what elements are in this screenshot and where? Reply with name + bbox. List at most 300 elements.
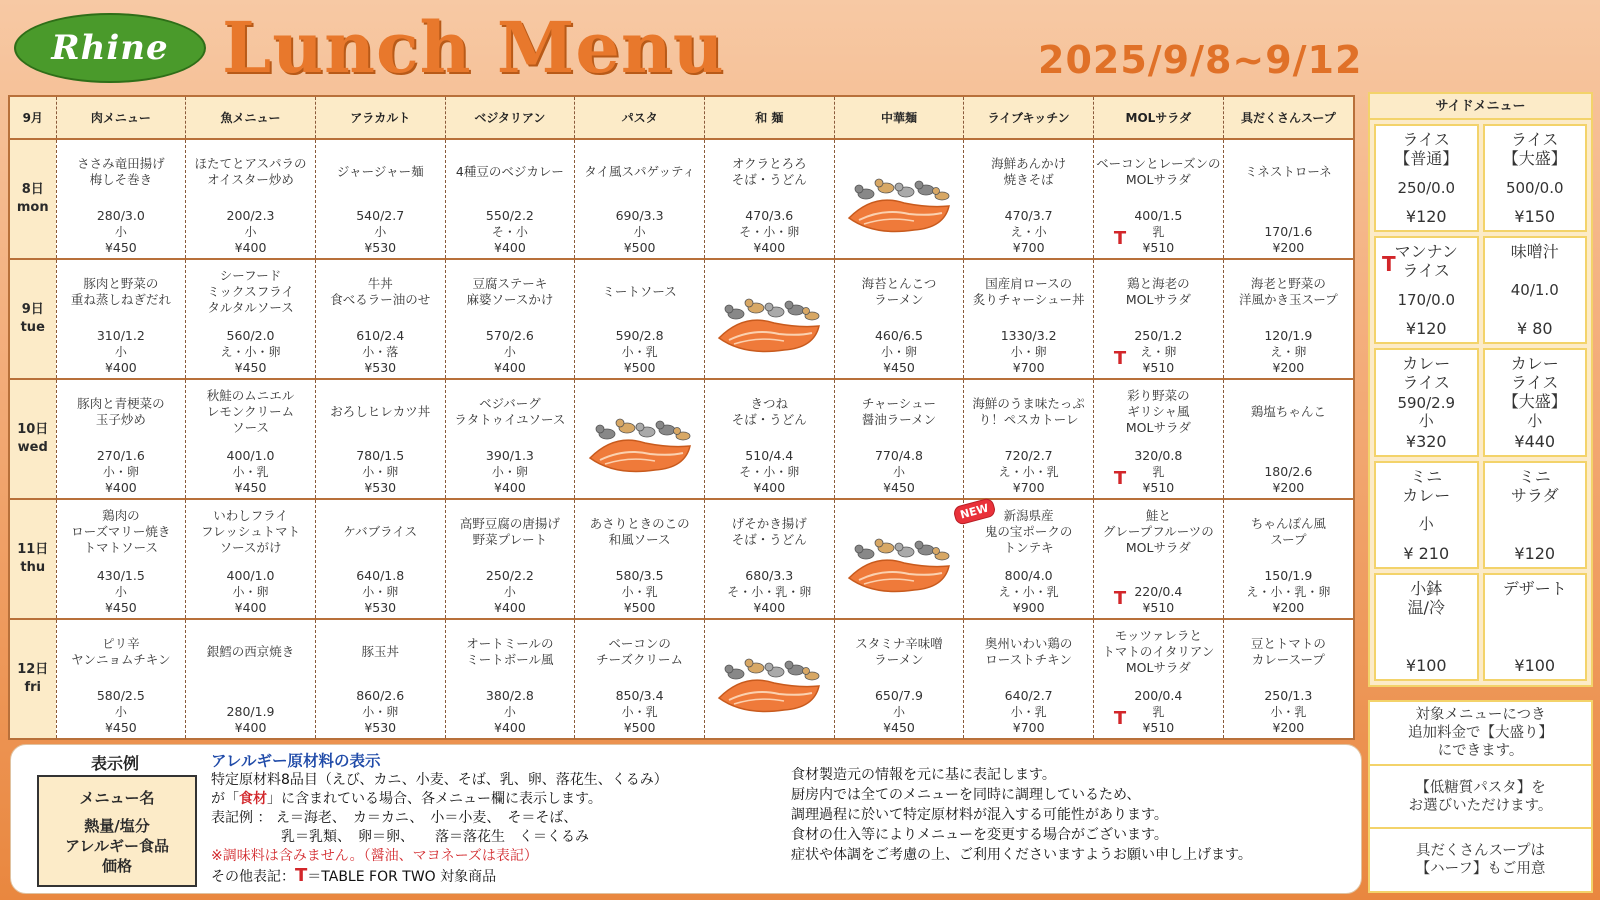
menu-cell <box>445 379 575 499</box>
dish-allergens: 乳 <box>1152 465 1165 480</box>
menu-item <box>705 500 834 618</box>
dish-nutrition: 280/3.0 <box>96 208 145 224</box>
menu-item <box>964 620 1093 738</box>
dish-price: ¥530 <box>364 600 397 616</box>
day-number: 8日 <box>21 182 44 197</box>
dish-allergens: 小・卵 <box>102 465 139 480</box>
menu-cell <box>186 139 316 259</box>
dish-nutrition: 120/1.9 <box>1264 328 1313 344</box>
side-item-name: カレー ライス 【大盛】 <box>1502 354 1567 412</box>
dish-allergens: 小・乳 <box>1010 705 1047 719</box>
dish-name: 彩り野菜の ギリシャ風 MOLサラダ <box>1125 388 1191 436</box>
day-number: 9日 <box>21 302 44 318</box>
day-row <box>10 619 1353 738</box>
dish-allergens: え・小・卵 <box>220 345 281 360</box>
menu-item <box>57 500 186 618</box>
side-item-nutrition: 40/1.0 <box>1510 281 1559 300</box>
dish-name: 牛丼 食べるラー油のせ <box>330 276 431 308</box>
side-item-name: ライス 【普通】 <box>1394 130 1459 168</box>
dish-name: モッツァレラと トマトのイタリアン MOLサラダ <box>1102 628 1215 676</box>
column-header: ベジタリアン <box>445 97 575 139</box>
dish-name: 鶏塩ちゃんこ <box>1250 404 1326 420</box>
dish-price: ¥530 <box>364 360 397 376</box>
side-menu-title: サイドメニュー <box>1370 94 1591 120</box>
dish-price: ¥700 <box>1012 240 1045 256</box>
menu-cell <box>186 619 316 738</box>
dish-name: 海鮮のうま味たっぷ り！ペスカトーレ <box>972 396 1085 428</box>
side-item-nutrition: 170/0.0 <box>1397 290 1456 309</box>
allergy-line-2 <box>211 790 668 809</box>
menu-cell <box>56 379 186 499</box>
dish-name: 銀鱈の西京焼き <box>206 644 295 660</box>
info-line: 調理過程に於いて特定原材料が混入する可能性があります。 <box>791 807 1168 823</box>
side-item-price: ¥120 <box>1405 207 1447 227</box>
side-item-name: デザート <box>1502 578 1567 598</box>
dish-nutrition: 470/3.6 <box>745 208 794 224</box>
dish-name: ケバブライス <box>343 524 418 540</box>
dish-nutrition: 580/2.5 <box>96 688 145 703</box>
dish-name: 海苔とんこつ ラーメン <box>861 276 937 308</box>
note-half-soup: 具だくさんスープは 【ハーフ】もご用意 <box>1370 827 1591 891</box>
menu-cell <box>834 619 964 738</box>
dish-name: 4種豆のベジカレー <box>455 164 564 179</box>
day-row <box>10 259 1353 379</box>
dish-name: げそかき揚げ そば・うどん <box>731 516 807 548</box>
dish-allergens: 小・卵 <box>880 345 917 360</box>
dish-name: シーフード ミックスフライ タルタルソース <box>207 268 294 316</box>
menu-cell <box>1223 259 1353 379</box>
dish-price: ¥400 <box>104 480 137 496</box>
dish-nutrition: 1330/3.2 <box>1000 328 1057 344</box>
dish-allergens: え・卵 <box>1270 345 1307 360</box>
dish-price: ¥450 <box>104 720 137 735</box>
dish-price: ¥700 <box>1012 480 1045 496</box>
menu-item <box>835 620 964 738</box>
menu-item <box>1224 140 1353 258</box>
menu-cell <box>964 619 1094 738</box>
dish-name: ささみ竜田揚げ 梅しそ巻き <box>77 156 165 187</box>
menu-item <box>186 140 315 258</box>
menu-cell <box>186 259 316 379</box>
menu-cell <box>964 379 1094 499</box>
side-item-price: ¥100 <box>1405 655 1447 675</box>
side-menu-item <box>1374 461 1479 569</box>
menu-cell <box>56 259 186 379</box>
table-for-two-icon: T <box>1113 588 1127 610</box>
dish-nutrition: 590/2.8 <box>615 328 664 344</box>
dish-allergens: 小・卵 <box>362 585 399 600</box>
day-label <box>10 619 56 738</box>
menu-item <box>835 380 964 498</box>
dish-price: ¥510 <box>1142 720 1175 735</box>
menu-table-container <box>8 95 1355 740</box>
dish-name: 豆腐ステーキ 麻婆ソースかけ <box>466 276 554 308</box>
side-item-nutrition: 小 <box>1418 515 1434 534</box>
closed-cell <box>705 260 834 378</box>
dish-allergens: 小 <box>374 225 387 240</box>
dish-allergens: え・小・乳・卵 <box>1246 585 1331 600</box>
note-low-carb-pasta: 【低糖質パスタ】を お選びいただけます。 <box>1370 764 1591 828</box>
dish-price: ¥200 <box>1272 600 1305 616</box>
dish-name: オートミールの ミートボール風 <box>466 636 554 668</box>
dish-price: ¥510 <box>1142 480 1175 496</box>
side-item-nutrition: 250/0.0 <box>1397 178 1456 197</box>
dish-price: ¥510 <box>1142 600 1175 616</box>
dish-nutrition: 250/1.3 <box>1264 688 1313 703</box>
other-notation-label: その他表記： <box>211 869 295 885</box>
menu-item <box>186 500 315 618</box>
dish-allergens: 小・乳 <box>621 705 658 719</box>
table-for-two-icon: T <box>1113 228 1127 250</box>
dish-name: おろしヒレカツ丼 <box>330 404 431 420</box>
dish-nutrition: 860/2.6 <box>356 688 405 703</box>
side-menu-item <box>1483 348 1588 456</box>
dish-name: 鮭と グレープフルーツの MOLサラダ <box>1102 508 1214 556</box>
example-menu-name: メニュー名 <box>79 788 155 807</box>
note-large-serving: 対象メニューにつき 追加料金で【大盛り】 にできます。 <box>1408 706 1553 759</box>
dish-nutrition: 180/2.6 <box>1264 464 1313 480</box>
side-item-price: ¥320 <box>1405 431 1447 451</box>
dish-name: チャーシュー 醤油ラーメン <box>861 396 937 428</box>
day-row <box>10 499 1353 619</box>
dish-allergens: そ・小・乳・卵 <box>727 585 812 600</box>
dish-name: ベーコンとレーズンの MOLサラダ <box>1096 156 1221 187</box>
example-allergen: アレルギー食品 <box>64 836 170 855</box>
dish-nutrition: 170/1.6 <box>1264 224 1313 240</box>
menu-cell <box>315 259 445 379</box>
side-item-name: ミニ サラダ <box>1510 466 1559 505</box>
menu-cell <box>704 139 834 259</box>
menu-cell <box>704 619 834 738</box>
menu-item <box>186 620 315 738</box>
side-item-name: カレー ライス <box>1402 354 1451 393</box>
menu-item <box>316 380 445 498</box>
menu-cell <box>575 619 705 738</box>
dish-nutrition: 400/1.0 <box>226 448 275 464</box>
day-label <box>10 379 56 499</box>
menu-cell <box>1223 139 1353 259</box>
menu-cell <box>834 139 964 259</box>
table-for-two-text: ＝TABLE FOR TWO 対象商品 <box>307 869 497 885</box>
menu-cell <box>1223 379 1353 499</box>
table-for-two-icon: T <box>1113 348 1127 370</box>
menu-item <box>705 380 834 498</box>
side-item-name: 小鉢 温/冷 <box>1407 578 1445 617</box>
dish-nutrition: 250/2.2 <box>485 568 534 584</box>
dish-price: ¥900 <box>1012 600 1045 616</box>
dish-name: ミネストローネ <box>1244 164 1332 179</box>
menu-item <box>57 620 186 738</box>
dish-nutrition: 400/1.0 <box>226 568 275 584</box>
dish-name: 豚玉丼 <box>361 644 399 660</box>
side-item-nutrition: 小 <box>1527 412 1543 431</box>
menu-item <box>575 500 704 618</box>
info-text <box>791 765 1252 865</box>
rhine-logo <box>14 13 206 83</box>
dish-price: ¥450 <box>883 480 915 496</box>
info-line: 食材製造元の情報を元に基に表記します。 <box>791 767 1056 783</box>
seasoning-note: ※調味料は含みません。（醤油、マヨネーズは表記） <box>211 848 538 864</box>
dish-price: ¥400 <box>494 240 526 256</box>
dish-name: ピリ辛 ヤンニョムチキン <box>71 636 171 668</box>
menu-cell <box>1223 619 1353 738</box>
allergy-text <box>211 771 668 887</box>
dish-allergens: 小 <box>114 225 127 240</box>
dish-price: ¥400 <box>753 480 786 496</box>
dish-price: ¥400 <box>494 720 526 735</box>
menu-item <box>1224 380 1353 498</box>
dish-price: ¥200 <box>1272 480 1305 496</box>
dish-allergens: そ・小・卵 <box>739 225 800 240</box>
menu-cell <box>704 379 834 499</box>
info-line: 厨房内では全てのメニューを同時に調理しているため、 <box>791 787 1141 803</box>
dish-allergens: 小・卵 <box>491 465 528 480</box>
menu-cell <box>315 139 445 259</box>
dish-nutrition: 610/2.4 <box>356 328 405 344</box>
allergy-line-3: 表記例 ： え＝海老、 カ＝カニ、 小＝小麦、 そ＝そば、 <box>211 810 578 826</box>
dish-nutrition: 540/2.7 <box>356 208 405 224</box>
menu-item <box>964 140 1093 258</box>
menu-item <box>57 140 186 258</box>
dish-price: ¥530 <box>364 240 397 256</box>
dish-name: あさりときのこの 和風ソース <box>589 516 690 548</box>
day-number: 12日 <box>17 662 49 678</box>
dish-name: タイ風スパゲッティ <box>584 164 695 179</box>
dish-name: 豚肉と青梗菜の 玉子炒め <box>77 396 165 428</box>
menu-item <box>1094 380 1223 498</box>
dish-price: ¥510 <box>1142 360 1175 376</box>
side-item-price: ¥ 210 <box>1403 543 1450 563</box>
menu-item <box>186 380 315 498</box>
dish-price: ¥200 <box>1272 360 1305 376</box>
column-header: パスタ <box>575 97 705 139</box>
side-item-name: マンナン ライス <box>1394 242 1458 281</box>
dish-price: ¥400 <box>234 240 267 256</box>
day-number: 10日 <box>17 422 49 438</box>
menu-cell <box>834 259 964 379</box>
dish-allergens: 乳 <box>1152 705 1165 719</box>
dish-allergens: 小 <box>503 585 516 600</box>
table-for-two-icon: T <box>1382 252 1396 277</box>
menu-item <box>575 260 704 378</box>
dish-allergens: 小 <box>892 705 905 719</box>
dish-price: ¥400 <box>234 600 267 616</box>
example-price: 価格 <box>101 856 132 875</box>
side-menu-item <box>1483 461 1588 569</box>
menu-item <box>835 260 964 378</box>
column-header: 和 麺 <box>704 97 834 139</box>
dish-allergens: 小 <box>503 705 516 719</box>
closed-cell <box>575 380 704 498</box>
dish-name: ほたてとアスパラの オイスター炒め <box>194 156 307 187</box>
new-badge: NEW <box>953 497 997 526</box>
menu-cell <box>315 619 445 738</box>
dish-name: 海老と野菜の 洋風かき玉スープ <box>1238 276 1338 308</box>
notes-panel <box>1368 700 1593 893</box>
dish-price: ¥510 <box>1142 240 1175 256</box>
dish-nutrition: 320/0.8 <box>1134 448 1183 464</box>
menu-item <box>446 620 575 738</box>
menu-cell <box>1094 259 1224 379</box>
menu-item <box>57 260 186 378</box>
dish-price: ¥450 <box>883 360 915 376</box>
dish-name: ちゃんぽん風 スープ <box>1250 516 1326 548</box>
dish-allergens: え・卵 <box>1140 345 1177 360</box>
menu-item <box>1094 140 1223 258</box>
day-of-week: fri <box>24 680 42 696</box>
dish-price: ¥450 <box>104 240 137 256</box>
dish-nutrition: 460/6.5 <box>874 328 923 344</box>
dish-allergens: え・小・乳 <box>998 465 1059 480</box>
dish-allergens: 小 <box>892 465 905 480</box>
menu-cell <box>959 499 1094 619</box>
day-of-week: thu <box>20 560 46 576</box>
dish-name: 豆とトマトの カレースープ <box>1250 636 1326 668</box>
dish-allergens: 小・乳 <box>621 345 658 360</box>
dish-nutrition: 400/1.5 <box>1134 208 1183 224</box>
dish-name: 国産肩ロースの 炙りチャーシュー丼 <box>972 276 1085 308</box>
dish-nutrition: 380/2.8 <box>485 688 534 703</box>
menu-cell <box>575 499 705 619</box>
menu-cell <box>56 619 186 738</box>
side-item-price: ¥100 <box>1514 655 1556 675</box>
dish-name: 海鮮あんかけ 焼きそば <box>991 156 1067 187</box>
dish-name: スタミナ辛味噌 ラーメン <box>855 636 943 668</box>
dish-price: ¥500 <box>623 600 656 616</box>
dish-allergens: 小・乳 <box>621 585 658 600</box>
side-menu-item <box>1374 573 1479 681</box>
side-item-name: 味噌汁 <box>1510 242 1559 262</box>
menu-cell <box>704 259 834 379</box>
dish-price: ¥530 <box>364 720 397 735</box>
side-item-name: ライス 【大盛】 <box>1502 130 1567 168</box>
dish-name: ベジバーグ ラタトゥイユソース <box>454 396 566 428</box>
menu-cell <box>1094 619 1224 738</box>
menu-item <box>186 260 315 378</box>
side-menu-item <box>1483 573 1588 681</box>
dish-nutrition: 550/2.2 <box>485 208 534 224</box>
dish-allergens: 小 <box>114 585 127 600</box>
day-of-week: mon <box>16 200 49 215</box>
dish-price: ¥500 <box>623 360 656 376</box>
allergy-highlight: 食材 <box>239 791 267 807</box>
dish-price: ¥700 <box>1012 720 1045 735</box>
info-line: 食材の仕入等によりメニューを変更する場合がございます。 <box>791 827 1168 843</box>
dish-nutrition: 220/0.4 <box>1134 584 1183 600</box>
column-header: 中華麺 <box>834 97 964 139</box>
dish-price: ¥400 <box>494 480 526 496</box>
dish-nutrition: 200/2.3 <box>226 208 275 224</box>
menu-item <box>575 620 704 738</box>
dish-nutrition: 200/0.4 <box>1134 688 1183 703</box>
dish-name: 鶏肉の ローズマリー焼き トマトソース <box>71 508 171 556</box>
column-header: 具だくさんスープ <box>1223 97 1353 139</box>
menu-item <box>964 260 1093 378</box>
dish-price: ¥400 <box>494 600 526 616</box>
side-item-nutrition: 590/2.9 小 <box>1397 393 1456 430</box>
side-menu-item <box>1374 348 1479 456</box>
day-number: 11日 <box>17 542 49 558</box>
dish-price: ¥200 <box>1272 720 1305 735</box>
side-item-price: ¥120 <box>1514 543 1556 563</box>
allergy-line-6 <box>211 866 668 887</box>
menu-item <box>316 500 445 618</box>
dish-nutrition: 470/3.7 <box>1004 208 1053 224</box>
closed-cell <box>835 500 964 618</box>
dish-nutrition: 510/4.4 <box>745 448 794 464</box>
menu-cell <box>445 499 575 619</box>
dish-nutrition: 650/7.9 <box>874 688 923 703</box>
menu-item <box>1094 620 1223 738</box>
dish-allergens: え・小・乳 <box>998 585 1059 600</box>
menu-item <box>316 260 445 378</box>
allergy-line-4: 乳＝乳類、 卵＝卵、 落＝落花生 く＝くるみ <box>211 829 589 845</box>
menu-item <box>316 140 445 258</box>
dish-nutrition: 270/1.6 <box>96 448 145 464</box>
dish-name: ベーコンの チーズクリーム <box>596 636 684 668</box>
legend-panel <box>10 744 1362 894</box>
menu-cell <box>56 499 186 619</box>
dish-name: オクラとろろ そば・うどん <box>731 156 807 187</box>
dish-name: ジャージャー麺 <box>336 164 424 179</box>
side-menu <box>1368 92 1593 687</box>
column-header: 肉メニュー <box>56 97 186 139</box>
dish-nutrition: 430/1.5 <box>96 568 145 584</box>
menu-cell <box>1094 139 1224 259</box>
dish-name: 高野豆腐の唐揚げ 野菜プレート <box>459 516 560 548</box>
dish-nutrition: 640/2.7 <box>1004 688 1053 703</box>
menu-cell <box>1094 499 1224 619</box>
dish-allergens: 小 <box>503 345 516 360</box>
day-label <box>10 139 56 259</box>
allergy-line-2a: が「 <box>211 791 239 807</box>
dish-price: ¥200 <box>1272 240 1305 256</box>
column-header: 9月 <box>10 97 56 139</box>
table-body <box>10 139 1353 738</box>
dish-nutrition: 280/1.9 <box>226 704 275 719</box>
side-menu-item <box>1374 236 1479 344</box>
dish-allergens: 小・卵 <box>232 585 269 600</box>
menu-cell <box>575 139 705 259</box>
dish-allergens: そ・小 <box>491 225 528 240</box>
lunch-menu-table <box>10 97 1353 738</box>
dish-nutrition: 310/1.2 <box>96 328 145 344</box>
dish-nutrition: 800/4.0 <box>1004 568 1053 584</box>
cat-on-salmon-illustration <box>714 278 824 358</box>
side-item-price: ¥440 <box>1514 431 1556 451</box>
allergy-line-5 <box>211 847 668 866</box>
side-item-price: ¥ 80 <box>1516 319 1553 339</box>
dish-name: 奥州いわい鶏の ローストチキン <box>984 636 1073 668</box>
table-header-row <box>10 97 1353 139</box>
menu-item <box>964 380 1093 498</box>
menu-item <box>1224 620 1353 738</box>
menu-cell <box>186 379 316 499</box>
dish-nutrition: 720/2.7 <box>1004 448 1053 464</box>
dish-allergens: 小・卵 <box>362 465 399 480</box>
dish-allergens: 乳 <box>1152 225 1165 240</box>
dish-name: 鶏と海老の MOLサラダ <box>1125 276 1191 308</box>
menu-item <box>57 380 186 498</box>
menu-item <box>705 140 834 258</box>
example-nutrition: 熱量/塩分 <box>84 816 150 835</box>
cat-on-salmon-illustration <box>844 518 954 598</box>
dish-name: 豚肉と野菜の 重ね蒸しねぎだれ <box>70 276 171 308</box>
column-header: 魚メニュー <box>186 97 316 139</box>
menu-item <box>446 500 575 618</box>
dish-nutrition: 580/3.5 <box>615 568 664 584</box>
menu-cell <box>575 259 705 379</box>
